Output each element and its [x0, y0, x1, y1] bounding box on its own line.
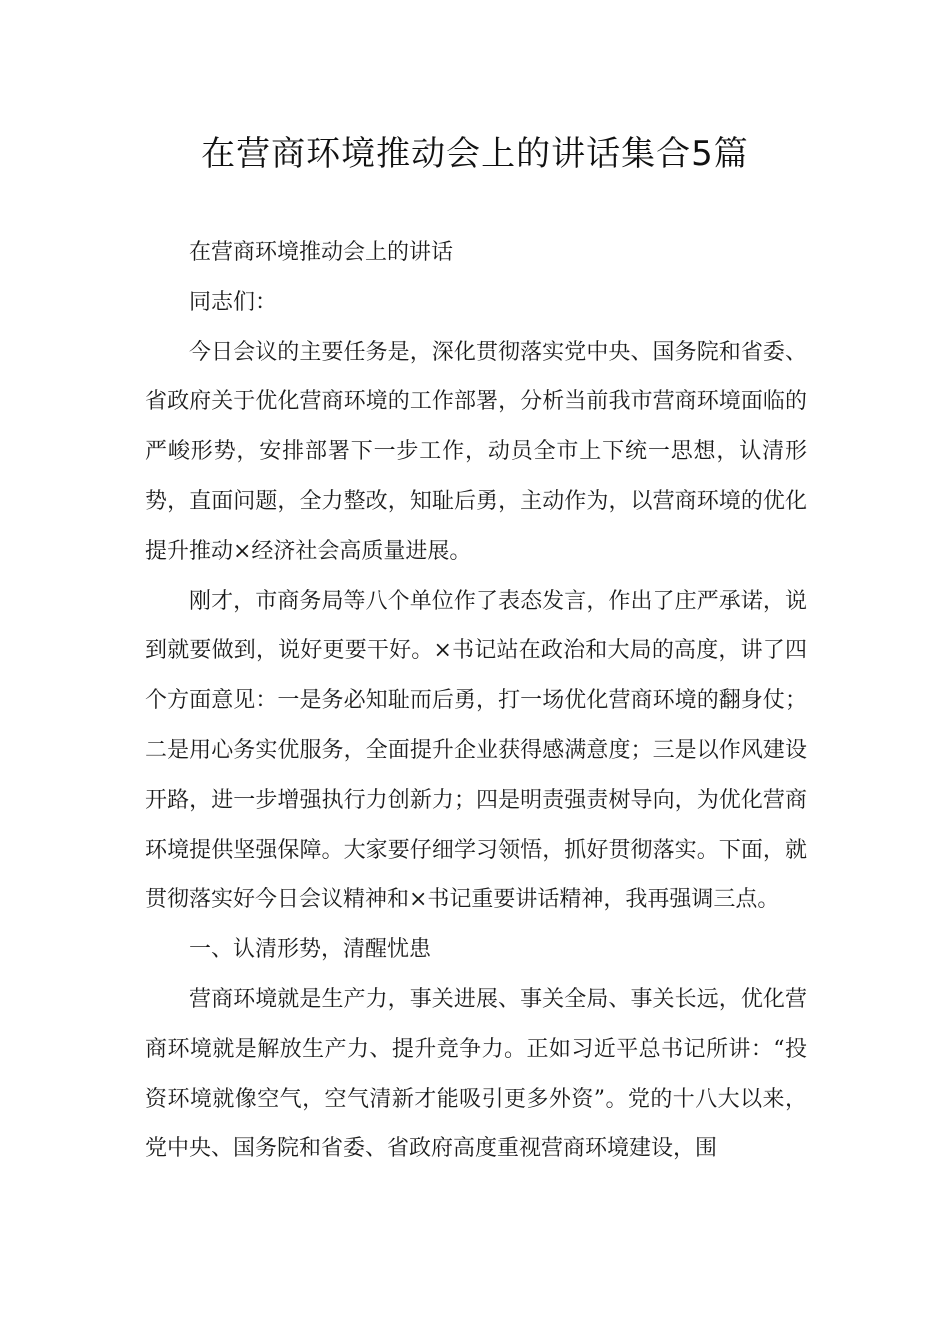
- paragraph: 今日会议的主要任务是，深化贯彻落实党中央、国务院和省委、省政府关于优化营商环境的工作部署，分析当前我市营商环境面临的严峻形势，安排部署下一步工作，动员全市上下统一思想，认清形势，直面问题，全力整改，知耻后勇，主动作为，以营商环境的优化提升推动×经济社会高质量进展。: [145, 339, 807, 564]
- document-body: [145, 228, 807, 1174]
- paragraph: 刚才，市商务局等八个单位作了表态发言，作出了庄严承诺，说到就要做到，说好更要干好。×书记站在政治和大局的高度，讲了四个方面意见：一是务必知耻而后勇，打一场优化营商环境的翻身仗；二是用心务实优服务，全面提升企业获得感满意度；三是以作风建设开路，进一步增强执行力创新力；四是明责强责树导向，为优化营商环境提供坚强保障。大家要仔细学习领悟，抓好贯彻落实。下面，就贯彻落实好今日会议精神和×书记重要讲话精神，我再强调三点。: [145, 588, 807, 913]
- paragraph: 营商环境就是生产力，事关进展、事关全局、事关长远，优化营商环境就是解放生产力、提升竞争力。正如习近平总书记所讲：“投资环境就像空气，空气清新才能吸引更多外资”。党的十八大以来，党中央、国务院和省委、省政府高度重视营商环境建设，围: [145, 986, 807, 1162]
- document-title: 在营商环境推动会上的讲话集合5篇: [201, 134, 749, 174]
- paragraph-salutation: 同志们：: [189, 289, 278, 315]
- paragraph-subtitle: 在营商环境推动会上的讲话: [189, 240, 454, 265]
- section-heading: 一、认清形势，清醒忧患: [189, 937, 432, 963]
